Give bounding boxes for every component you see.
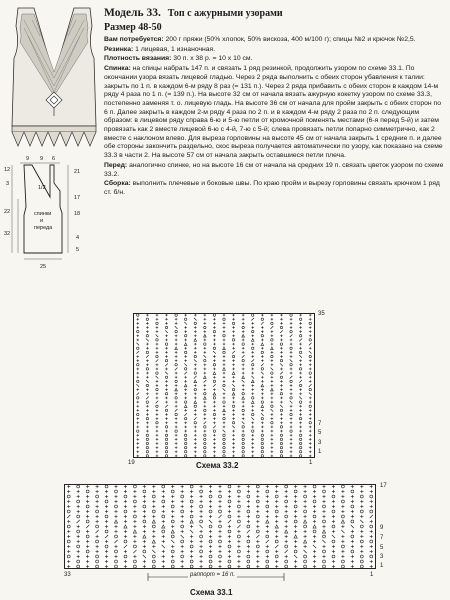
schematic-label-half: 1/2 — [38, 185, 46, 191]
chart-33-1-top-row: 17 — [380, 483, 387, 489]
schematic-left-3: 22 — [4, 209, 11, 215]
chart-33-1-col-left: 33 — [64, 572, 71, 578]
back-paragraph: Спинка: на спицы набрать 147 п. и связать 1 ряд резинкой, продолжить узором по схеме 33.1. По окончании узора вязать лицевой гладью. Через 2 ряда выполнить с обеих сторон убавления к талии: закрыть по 1 п. в каждом 6-м ряду 8 раз (= 131 п.). Через 2 ряда прибавить с обеих сторон в каждом 14-м ряду 4 раза по 1 п. (= 139 п.). На высоте 32 см от начала вязать ажурную кокетку узором по схеме 33.3, постепенно заменяя т. о. лицевую гладь. На высоте 36 см от начала для пройм закрыть с обеих сторон по 6 п. Далее закрыть в каждом 2-м ряду 4 раза по 2 п. и в каждом 4-м ряду 2 раза по 2 п. следующим образом: в лицевом ряду справа 6-ю и 5-ю петли от кромочной поменять местами (6-я перед 5-й) и затем провязать как 2 вместе лицевой 6-ю с 4-й, 7-ю с 5-й; слева провязать петли попарно симметрично, как 2 вместе с наклоном влево. Для выреза горловины на высоте 45 см от начала закрыть 1 средние п. и далее обе стороны закончить раздельно, скос выреза получается автоматически по узору, как показано на схеме 33.3 в части 2. На высоте 57 см от начала закрыть оставшиеся петли плеча. — [104, 65, 443, 160]
garment-schematic — [2, 155, 98, 273]
schematic-top-3: 6 — [52, 156, 56, 162]
chart-33-2-row-1: 1 — [318, 449, 322, 455]
schematic-label-and: и — [40, 218, 44, 224]
schematic-right-1: 21 — [74, 169, 81, 175]
chart-33-2-title: Схема 33.2 — [196, 461, 239, 470]
front-paragraph: Перед: аналогично спинке, но на высоте 16 см от начала на средних 19 п. связать цветок узором по схеме 33.2. — [104, 161, 444, 178]
rib-paragraph: Резинка: 1 лицевая, 1 изнаночная. — [104, 45, 216, 53]
model-subtitle: Топ с ажурными узорами — [167, 8, 283, 19]
model-title-line — [104, 6, 444, 21]
pattern-text — [104, 6, 444, 199]
chart-33-2-row-5: 5 — [318, 430, 322, 436]
chart-33-1-col-right: 1 — [370, 572, 374, 578]
schematic-right-3: 18 — [74, 211, 81, 217]
chart-33-1-row-7: 7 — [380, 535, 384, 541]
assembly-paragraph: Сборка: выполнить плечевые и боковые швы. По краю пройм и вырезу горловины связать крючком 1 ряд ст. б/н. — [104, 180, 440, 196]
schematic-right-5: 5 — [76, 247, 80, 253]
schematic-label-back: спинки — [34, 211, 52, 217]
schematic-top-1: 9 — [26, 156, 30, 162]
model-title: Модель 33. — [104, 7, 161, 19]
garment-illustration — [8, 6, 100, 156]
chart-33-2-row-3: 3 — [318, 440, 322, 446]
chart-33-2 — [133, 313, 315, 458]
schematic-label-front: переда — [34, 225, 53, 231]
chart-33-1-row-3: 3 — [380, 554, 384, 560]
schematic-left-4: 32 — [4, 231, 11, 237]
chart-33-2-col-left: 19 — [128, 460, 135, 466]
schematic-right-4: 4 — [76, 235, 80, 241]
chart-33-1 — [64, 484, 376, 569]
schematic-left-2: 3 — [6, 181, 10, 187]
chart-33-2-grid — [133, 313, 315, 458]
schematic-bottom: 25 — [40, 264, 47, 270]
chart-33-2-top-row: 35 — [318, 311, 325, 317]
gauge-paragraph: Плотность вязания: 30 п. x 38 р. = 10 x 10 см. — [104, 55, 253, 63]
repeat-label: раппорт = 16 п. — [190, 572, 236, 578]
chart-33-1-row-9: 9 — [380, 525, 384, 531]
schematic-top-2: 9 — [40, 156, 44, 162]
materials-paragraph: Вам потребуется: 200 г пряжи (50% хлопок, 50% вискоза, 400 м/100 г); спицы №2 и крючок №2,5. — [104, 36, 416, 43]
model-size: Размер 48-50 — [104, 22, 162, 33]
chart-33-1-grid — [64, 484, 376, 569]
chart-33-1-title: Схема 33.1 — [190, 588, 233, 597]
chart-33-1-row-1: 1 — [380, 563, 384, 569]
chart-33-2-row-7: 7 — [318, 421, 322, 427]
schematic-left-1: 12 — [4, 167, 11, 173]
chart-33-2-col-right: 1 — [309, 460, 313, 466]
schematic-right-2: 17 — [74, 195, 81, 201]
chart-33-1-row-5: 5 — [380, 545, 384, 551]
